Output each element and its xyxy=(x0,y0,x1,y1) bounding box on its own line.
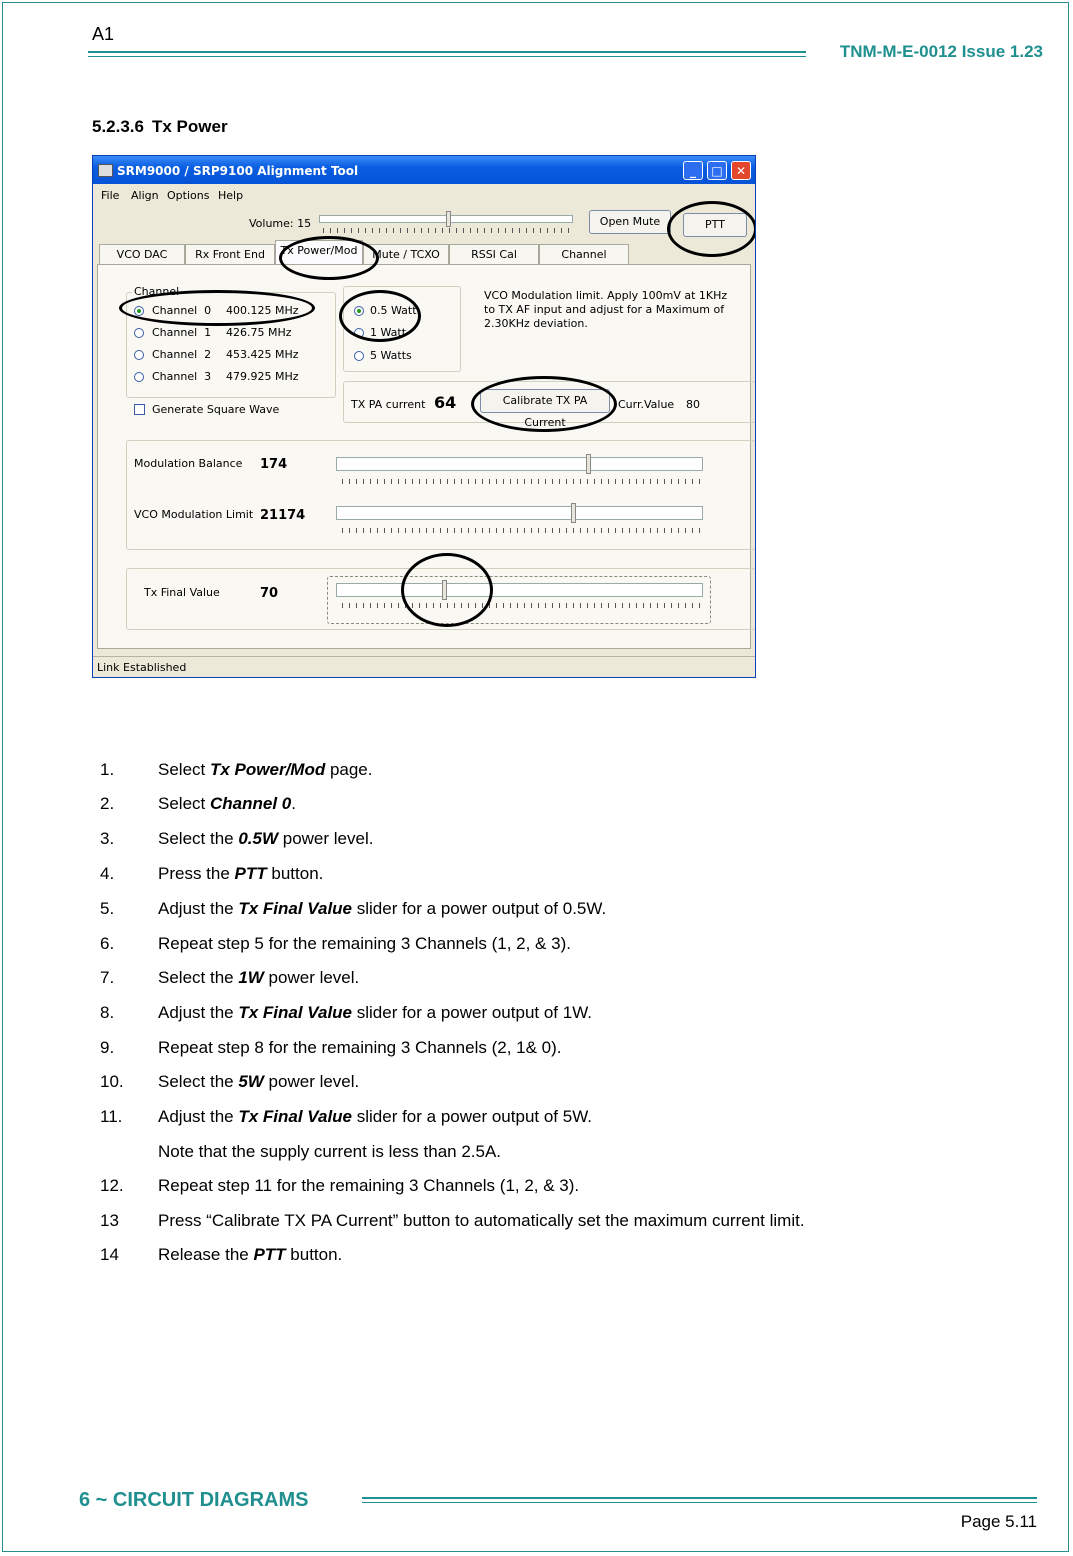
step-number: 9. xyxy=(100,1038,115,1057)
header-rule xyxy=(88,51,806,53)
vco-modulation-note: VCO Modulation limit. Apply 100mV at 1KHz to TX AF input and adjust for a Maximum of 2.30KHz deviation. xyxy=(484,289,728,330)
close-button[interactable]: ✕ xyxy=(731,161,751,180)
step-text xyxy=(158,1072,359,1092)
step-text-post: button. xyxy=(266,864,324,883)
step-text-post: slider for a power output of 1W. xyxy=(352,1003,593,1022)
step-text-pre: Repeat step 11 for the remaining 3 Channels (1, 2, & 3). xyxy=(158,1176,580,1195)
step-number: 2. xyxy=(100,794,115,813)
mod-balance-ticks xyxy=(342,479,700,484)
status-bar xyxy=(93,656,755,677)
power-0-5w-radio[interactable] xyxy=(354,306,364,316)
channel-3-label: Channel 3 xyxy=(152,370,212,383)
channel-2-freq: 453.425 MHz xyxy=(226,348,299,361)
step-text-emphasis: 1W xyxy=(238,968,264,987)
channel-2-radio[interactable] xyxy=(134,350,144,360)
power-1w-label: 1 Watt xyxy=(370,326,407,339)
step-text-pre: Select the xyxy=(158,968,239,987)
tx-final-ticks xyxy=(342,603,700,608)
section-number: 5.2.3.6 xyxy=(92,117,144,136)
mod-balance-label: Modulation Balance xyxy=(134,457,243,470)
ptt-button[interactable]: PTT xyxy=(683,213,747,237)
page-number: Page 5.11 xyxy=(960,1512,1037,1531)
power-0-5w-label: 0.5 Watt xyxy=(370,304,417,317)
channel-3-freq: 479.925 MHz xyxy=(226,370,299,383)
chapter-title: 6 ~ CIRCUIT DIAGRAMS xyxy=(79,1489,309,1511)
step-number: 6. xyxy=(100,934,115,953)
step-text-emphasis: 5W xyxy=(238,1072,264,1091)
step-number: 7. xyxy=(100,968,115,987)
step-number: 8. xyxy=(100,1003,115,1022)
tab-channel[interactable]: Channel xyxy=(539,244,629,265)
step-number: 1. xyxy=(100,760,115,779)
step-text xyxy=(158,968,359,988)
footer-rule xyxy=(362,1502,1037,1503)
vco-mod-limit-label: VCO Modulation Limit xyxy=(134,508,254,521)
step-text xyxy=(158,829,373,849)
volume-slider-thumb[interactable] xyxy=(446,211,451,227)
tx-final-slider[interactable] xyxy=(336,583,703,597)
vco-mod-limit-slider[interactable] xyxy=(336,506,703,520)
step-text xyxy=(158,1176,579,1196)
step-text xyxy=(158,1142,501,1162)
tx-final-slider-thumb[interactable] xyxy=(442,580,447,600)
step-text-emphasis: Tx Final Value xyxy=(238,1107,353,1126)
step-text-pre: Adjust the xyxy=(158,899,239,918)
step-text-pre: Select xyxy=(158,760,210,779)
header-rule xyxy=(88,56,806,57)
tx-final-label: Tx Final Value xyxy=(144,586,220,599)
tab-rx-front-end[interactable]: Rx Front End xyxy=(185,244,275,265)
menu-file[interactable]: File xyxy=(101,189,120,202)
channel-1-radio[interactable] xyxy=(134,328,144,338)
tab-mute-tcxo[interactable]: Mute / TCXO xyxy=(363,244,449,265)
step-text-pre: Adjust the xyxy=(158,1003,239,1022)
menu-options[interactable]: Options xyxy=(167,189,210,202)
maximize-button[interactable]: □ xyxy=(707,161,727,180)
tx-final-value: 70 xyxy=(260,586,279,601)
step-number: 14 xyxy=(100,1245,119,1264)
tab-vco-dac[interactable]: VCO DAC xyxy=(99,244,185,265)
volume-ticks xyxy=(323,228,573,233)
doc-reference: TNM-M-E-0012 Issue 1.23 xyxy=(839,42,1043,61)
square-wave-label: Generate Square Wave xyxy=(152,403,280,416)
step-number: 10. xyxy=(100,1072,124,1091)
step-text-emphasis: 0.5W xyxy=(238,829,279,848)
menu-help[interactable]: Help xyxy=(218,189,244,202)
step-text-pre: Repeat step 8 for the remaining 3 Channels (2, 1& 0). xyxy=(158,1038,562,1057)
curr-value: 80 xyxy=(686,398,700,411)
step-text-post: page. xyxy=(325,760,373,779)
section-heading xyxy=(92,117,228,137)
step-number: 11. xyxy=(100,1107,123,1126)
app-icon xyxy=(98,164,113,177)
channel-0-freq: 400.125 MHz xyxy=(226,304,299,317)
step-text xyxy=(158,899,606,919)
tab-rssi-cal[interactable]: RSSI Cal xyxy=(449,244,539,265)
step-text-post: button. xyxy=(285,1245,343,1264)
step-text-post: slider for a power output of 5W. xyxy=(352,1107,593,1126)
vco-mod-limit-ticks xyxy=(342,528,700,533)
step-text-pre: Adjust the xyxy=(158,1107,239,1126)
step-text-pre: Press the xyxy=(158,864,235,883)
step-text-post: power level. xyxy=(263,1072,360,1091)
title-bar xyxy=(93,156,755,184)
step-number: 4. xyxy=(100,864,115,883)
step-text xyxy=(158,760,372,780)
step-text-emphasis: Channel 0 xyxy=(209,794,292,813)
step-text xyxy=(158,864,323,884)
step-text-emphasis: Tx Final Value xyxy=(238,1003,353,1022)
step-number: 3. xyxy=(100,829,115,848)
step-text-post: . xyxy=(291,794,296,813)
step-text xyxy=(158,1211,805,1231)
channel-0-label: Channel 0 xyxy=(152,304,212,317)
step-text-post: slider for a power output of 0.5W. xyxy=(352,899,607,918)
window-title: SRM9000 / SRP9100 Alignment Tool xyxy=(117,164,359,178)
step-text-pre: Select the xyxy=(158,829,239,848)
step-text xyxy=(158,1003,592,1023)
curr-value-label: Curr.Value xyxy=(618,398,675,411)
step-text-pre: Repeat step 5 for the remaining 3 Channels (1, 2, & 3). xyxy=(158,934,571,953)
vco-mod-limit-value: 21174 xyxy=(260,508,306,523)
channel-0-radio[interactable] xyxy=(134,306,144,316)
vco-mod-limit-slider-thumb[interactable] xyxy=(571,503,576,523)
power-5w-label: 5 Watts xyxy=(370,349,412,362)
step-text xyxy=(158,934,571,954)
status-text: Link Established xyxy=(97,661,187,674)
calibrate-tx-pa-current-button[interactable]: Calibrate TX PA Current xyxy=(480,389,610,413)
alignment-tool-window xyxy=(92,155,756,678)
step-text-emphasis: Tx Final Value xyxy=(238,899,353,918)
channel-2-label: Channel 2 xyxy=(152,348,212,361)
power-5w-radio[interactable] xyxy=(354,351,364,361)
channel-group-label: Channel xyxy=(134,285,180,298)
step-text-pre: Note that the supply current is less than 2.5A. xyxy=(158,1142,502,1161)
step-text-post: power level. xyxy=(278,829,374,848)
step-text xyxy=(158,1245,342,1265)
step-text-emphasis: PTT xyxy=(253,1245,286,1264)
step-text xyxy=(158,1107,592,1127)
step-text-emphasis: PTT xyxy=(234,864,267,883)
section-title: Tx Power xyxy=(152,117,228,136)
mod-balance-slider-thumb[interactable] xyxy=(586,454,591,474)
tx-pa-current-value: 64 xyxy=(434,393,457,412)
tx-power-panel xyxy=(97,264,751,649)
tx-pa-current-label: TX PA current xyxy=(351,398,426,411)
step-text-pre: Release the xyxy=(158,1245,254,1264)
tab-tx-power-mod[interactable]: Tx Power/Mod xyxy=(275,240,363,266)
step-text xyxy=(158,794,296,814)
step-text-pre: Select xyxy=(158,794,210,813)
open-mute-button[interactable]: Open Mute xyxy=(589,210,671,234)
step-text-post: power level. xyxy=(263,968,360,987)
step-text-emphasis: Tx Power/Mod xyxy=(209,760,326,779)
menu-align[interactable]: Align xyxy=(131,189,159,202)
step-number: 5. xyxy=(100,899,115,918)
mod-balance-slider[interactable] xyxy=(336,457,703,471)
power-1w-radio[interactable] xyxy=(354,328,364,338)
step-number: 13 xyxy=(100,1211,119,1230)
section-code: A1 xyxy=(92,24,115,44)
step-text-pre: Select the xyxy=(158,1072,239,1091)
minimize-button[interactable]: _ xyxy=(683,161,703,180)
channel-1-freq: 426.75 MHz xyxy=(226,326,292,339)
step-text-pre: Press “Calibrate TX PA Current” button to automatically set the maximum current limit. xyxy=(158,1211,805,1230)
step-number: 12. xyxy=(100,1176,124,1195)
channel-1-label: Channel 1 xyxy=(152,326,212,339)
footer-rule xyxy=(362,1497,1037,1499)
channel-3-radio[interactable] xyxy=(134,372,144,382)
mod-balance-value: 174 xyxy=(260,457,288,472)
volume-label: Volume: 15 xyxy=(249,217,312,230)
step-text xyxy=(158,1038,562,1058)
square-wave-checkbox[interactable] xyxy=(134,404,145,415)
